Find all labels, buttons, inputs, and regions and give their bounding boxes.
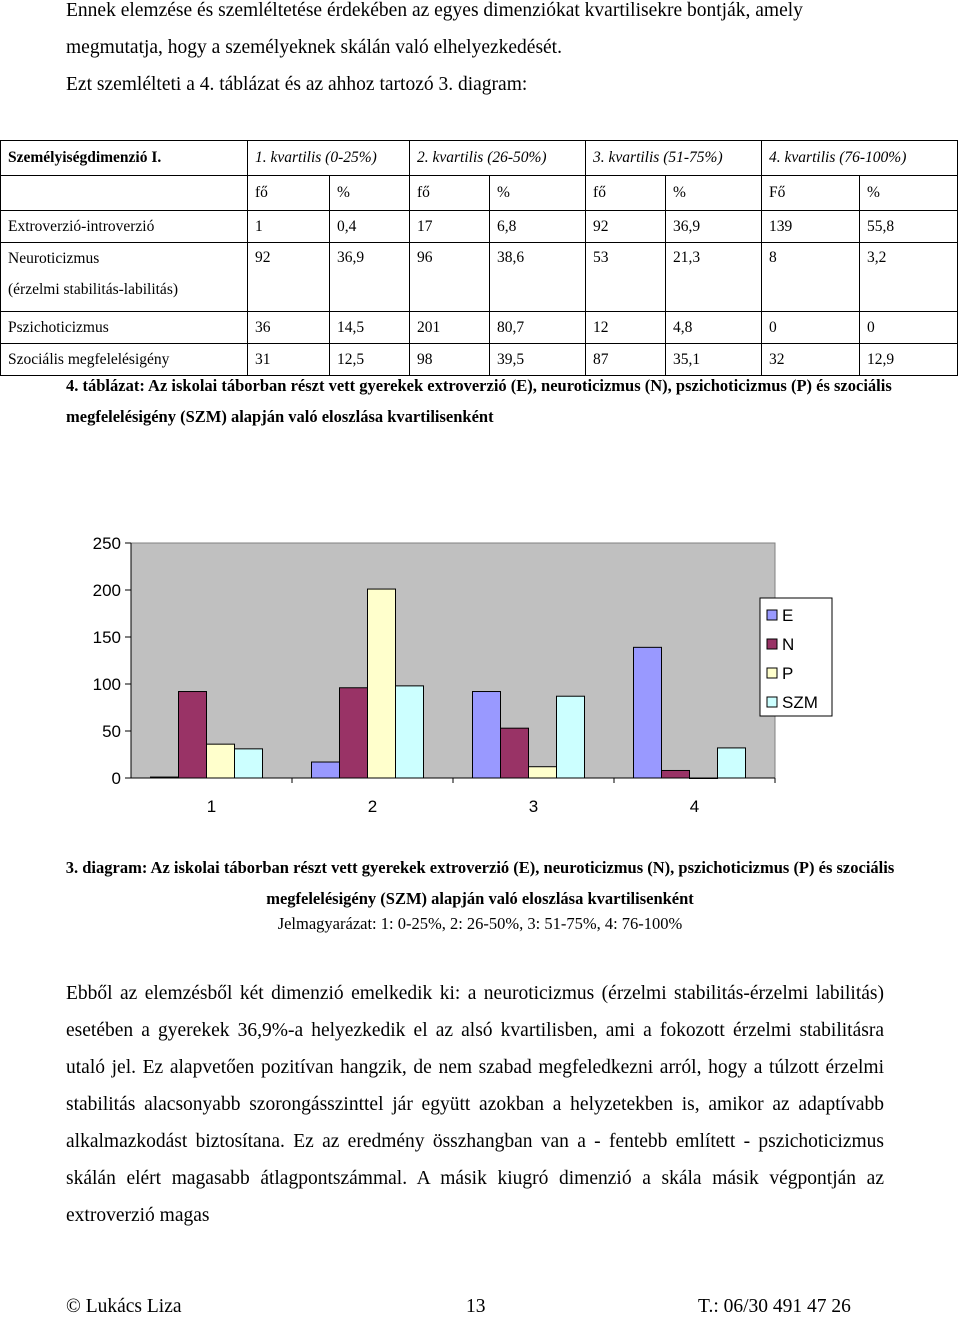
table-cell: 3,2 bbox=[860, 243, 958, 312]
table-cell: 92 bbox=[586, 211, 666, 243]
row-label: Szociális megfelelésigény bbox=[1, 344, 248, 376]
table-cell: 38,6 bbox=[490, 243, 586, 312]
table-cell: 35,1 bbox=[666, 344, 762, 376]
empty-cell bbox=[1, 176, 248, 211]
table-cell: 12,5 bbox=[330, 344, 410, 376]
legend-swatch bbox=[767, 639, 777, 649]
bar-szm bbox=[235, 749, 263, 778]
intro-paragraph bbox=[66, 0, 884, 103]
subheader-cell: fő bbox=[586, 176, 666, 211]
table-cell: 21,3 bbox=[666, 243, 762, 312]
table-cell: 6,8 bbox=[490, 211, 586, 243]
table-cell: 0,4 bbox=[330, 211, 410, 243]
bar-p bbox=[368, 589, 396, 778]
table-cell: 98 bbox=[410, 344, 490, 376]
table-cell: 36,9 bbox=[666, 211, 762, 243]
body-paragraph: Ebből az elemzésből két dimenzió emelkedik ki: a neuroticizmus (érzelmi stabilitás-érzelmi labilitás) esetében a gyerekek 36,9%-a helyezkedik el az alsó kvartilisben, ami a fokozott érzelmi stabilitásra utaló jel. Ez alapvetően pozitívan hangzik, de nem szabad megfeledkezni arról, hogy a túlzott érzelmi stabilitás alacsonyabb szorongásszinttel jár együtt azokban a helyzetekben is, amikor az adaptívabb alkalmazkodást biztosítana. Ez az eredmény összhangban van a - fentebb említett - pszichoticizmus skálán elért magasabb átlagpontszámmal. A másik kiugró dimenzió a skála másik végpontján az extroverzió magas bbox=[66, 983, 884, 1226]
table-cell: 12 bbox=[586, 312, 666, 344]
y-tick-label: 100 bbox=[92, 675, 121, 694]
x-tick-label: 4 bbox=[689, 797, 700, 816]
y-tick-label: 150 bbox=[92, 628, 121, 647]
legend-label: N bbox=[782, 635, 795, 654]
table-cell: 31 bbox=[248, 344, 330, 376]
bar-n bbox=[501, 728, 529, 778]
table-cell: 201 bbox=[410, 312, 490, 344]
y-tick-label: 200 bbox=[92, 581, 121, 600]
table-subheader-row bbox=[1, 176, 958, 211]
subheader-cell: % bbox=[860, 176, 958, 211]
plot-area bbox=[131, 543, 775, 778]
table-row bbox=[1, 312, 958, 344]
table-cell: 96 bbox=[410, 243, 490, 312]
table-cell: 8 bbox=[762, 243, 860, 312]
row-label bbox=[1, 243, 248, 312]
table-cell: 39,5 bbox=[490, 344, 586, 376]
legend-swatch bbox=[767, 668, 777, 678]
y-tick-label: 250 bbox=[92, 534, 121, 553]
row-label-line: Neuroticizmus bbox=[8, 250, 100, 267]
row-label-line: (érzelmi stabilitás-labilitás) bbox=[8, 281, 179, 298]
footer-phone: T.: 06/30 491 47 26 bbox=[698, 1296, 851, 1317]
bar-szm bbox=[718, 748, 746, 778]
subheader-cell: fő bbox=[410, 176, 490, 211]
table-row bbox=[1, 211, 958, 243]
table-cell: 53 bbox=[586, 243, 666, 312]
legend-label: E bbox=[782, 606, 794, 625]
table-row bbox=[1, 243, 958, 312]
legend-swatch bbox=[767, 697, 777, 707]
intro-line: megmutatja, hogy a személyeknek skálán való elhelyezkedését. bbox=[66, 37, 562, 58]
row-label: Extroverzió-introverzió bbox=[1, 211, 248, 243]
bar-e bbox=[151, 777, 179, 778]
table-cell: 12,9 bbox=[860, 344, 958, 376]
bar-n bbox=[662, 770, 690, 778]
bar-e bbox=[473, 692, 501, 778]
intro-line: Ennek elemzése és szemléltetése érdekében az egyes dimenziókat kvartilisekre bontják, amely bbox=[66, 0, 803, 21]
bar-p bbox=[529, 767, 557, 778]
bar-n bbox=[179, 692, 207, 778]
legend-note: Jelmagyarázat: 1: 0-25%, 2: 26-50%, 3: 51-75%, 4: 76-100% bbox=[277, 914, 683, 933]
subheader-cell: fő bbox=[248, 176, 330, 211]
bar-p bbox=[690, 778, 718, 779]
legend-label: SZM bbox=[782, 693, 818, 712]
quartile-header: 3. kvartilis (51-75%) bbox=[586, 141, 762, 176]
table-cell: 32 bbox=[762, 344, 860, 376]
table-caption: 4. táblázat: Az iskolai táborban részt vett gyerekek extroverzió (E), neuroticizmus (N), pszichoticizmus (P) és szociális megfelelésigény (SZM) alapján való eloszlása kvartilisenként bbox=[66, 376, 892, 426]
table-cell: 36 bbox=[248, 312, 330, 344]
bar-p bbox=[207, 744, 235, 778]
table-cell: 17 bbox=[410, 211, 490, 243]
intro-line: Ezt szemlélteti a 4. táblázat és az ahhoz tartozó 3. diagram: bbox=[66, 74, 528, 95]
footer-page-number: 13 bbox=[466, 1296, 486, 1317]
quartile-header: 1. kvartilis (0-25%) bbox=[248, 141, 410, 176]
diagram-caption: 3. diagram: Az iskolai táborban részt vett gyerekek extroverzió (E), neuroticizmus (N), pszichoticizmus (P) és szociális megfelelésigény (SZM) alapján való eloszlása kvartilisenként bbox=[65, 858, 895, 908]
bar-e bbox=[312, 762, 340, 778]
legend-swatch bbox=[767, 610, 777, 620]
subheader-cell: Fő bbox=[762, 176, 860, 211]
x-tick-label: 2 bbox=[367, 797, 378, 816]
bar-chart bbox=[0, 520, 960, 830]
quartile-header: 2. kvartilis (26-50%) bbox=[410, 141, 586, 176]
table-cell: 92 bbox=[248, 243, 330, 312]
quartile-table bbox=[0, 140, 958, 376]
bar-szm bbox=[396, 686, 424, 778]
y-tick-label: 50 bbox=[102, 722, 121, 741]
bar-e bbox=[634, 647, 662, 778]
bar-szm bbox=[557, 696, 585, 778]
subheader-cell: % bbox=[490, 176, 586, 211]
subheader-cell: % bbox=[666, 176, 762, 211]
table-cell: 55,8 bbox=[860, 211, 958, 243]
legend-label: P bbox=[782, 664, 794, 683]
table-cell: 80,7 bbox=[490, 312, 586, 344]
table-cell: 0 bbox=[762, 312, 860, 344]
table-cell: 0 bbox=[860, 312, 958, 344]
x-tick-label: 3 bbox=[528, 797, 539, 816]
table-header-row bbox=[1, 141, 958, 176]
table-cell: 139 bbox=[762, 211, 860, 243]
table-corner-cell: Személyiségdimenzió I. bbox=[1, 141, 248, 176]
subheader-cell: % bbox=[330, 176, 410, 211]
table-cell: 1 bbox=[248, 211, 330, 243]
table-cell: 87 bbox=[586, 344, 666, 376]
quartile-header: 4. kvartilis (76-100%) bbox=[762, 141, 958, 176]
table-cell: 4,8 bbox=[666, 312, 762, 344]
row-label: Pszichoticizmus bbox=[1, 312, 248, 344]
table-cell: 14,5 bbox=[330, 312, 410, 344]
y-tick-label: 0 bbox=[111, 769, 121, 788]
footer-author: © Lukács Liza bbox=[66, 1296, 182, 1317]
bar-n bbox=[340, 688, 368, 778]
table-cell: 36,9 bbox=[330, 243, 410, 312]
x-tick-label: 1 bbox=[206, 797, 217, 816]
